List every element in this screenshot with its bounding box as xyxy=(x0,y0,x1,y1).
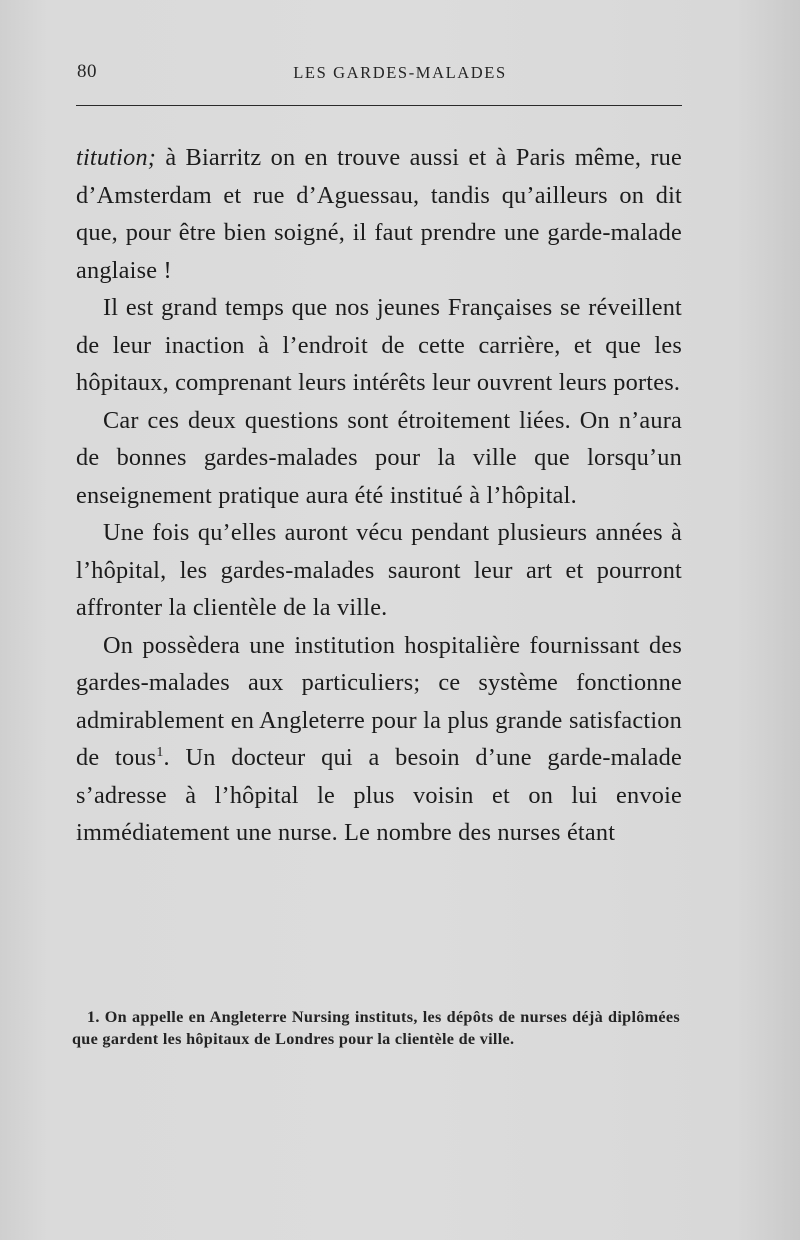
footnote-reference: 1 xyxy=(156,745,164,760)
paragraph-1 xyxy=(76,139,682,289)
paragraph-1-text: à Biarritz on en trouve aussi et à Paris même, rue d’Amsterdam et rue d’Aguessau, tandis qu’ailleurs on dit que, pour être bien soigné, il faut prendre une garde-malade anglaise ! xyxy=(76,144,682,284)
paragraph-5 xyxy=(76,627,682,852)
header-rule xyxy=(76,105,682,106)
main-text xyxy=(76,139,682,852)
paragraph-2: Il est grand temps que nos jeunes Françaises se réveillent de leur inaction à l’endroit de cette carrière, et que les hôpitaux, comprenant leurs intérêts leur ouvrent leurs portes. xyxy=(76,294,682,396)
paragraph-3: Car ces deux questions sont étroitement liées. On n’aura de bonnes gardes-malades pour la ville que lorsqu’un enseignement pratique aura été institué à l’hôpital. xyxy=(76,406,682,509)
running-title: LES GARDES-MALADES xyxy=(293,63,507,82)
footnote-text: 1. On appelle en Angleterre Nursing instituts, les dépôts de nurses déjà diplômées que gardent les hôpitaux de Londres pour la clientèle de ville. xyxy=(72,1008,680,1048)
page-number: 80 xyxy=(77,61,97,82)
paragraph-4: Une fois qu’elles auront vécu pendant plusieurs années à l’hôpital, les gardes-malades sauront leur art et pourront affronter la clientèle de la ville. xyxy=(76,519,682,621)
footnote xyxy=(72,1007,680,1050)
paragraph-5-text-after: . Un docteur qui a besoin d’une garde-malade s’adresse à l’hôpital le plus voisin et on lui envoie immédiatement une nurse. Le nombre des nurses étant xyxy=(76,744,682,846)
paragraph-5-text-before: On possèdera une institution hospitalière fournissant des gardes-malades aux particuliers; ce système fonctionne admirablement en Angleterre pour la plus grande satisfaction de tous xyxy=(76,631,682,771)
paragraph-1-italic: titution; xyxy=(76,144,157,171)
